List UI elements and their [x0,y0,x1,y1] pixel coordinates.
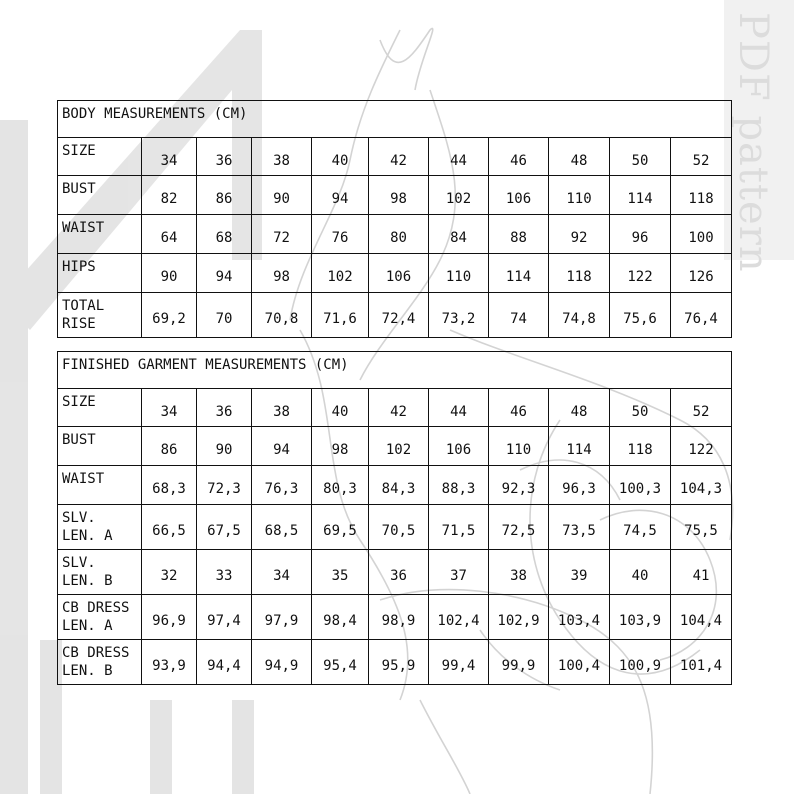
table-cell: 69,5 [312,505,369,550]
table-row [58,505,732,550]
table-cell: 42 [369,138,429,176]
table-row [58,550,732,595]
garment-table-title: FINISHED GARMENT MEASUREMENTS (CM) [58,352,732,389]
table-row [58,215,732,254]
table-row [58,427,732,466]
row-label: SLV. LEN. B [58,550,142,595]
table-cell: 75,6 [610,293,671,338]
row-label: TOTAL RISE [58,293,142,338]
table-row [58,138,732,176]
table-cell: 106 [429,427,489,466]
table-cell: 76,4 [671,293,732,338]
table-cell: 95,9 [369,640,429,685]
table-cell: 72,3 [197,466,252,505]
table-cell: 98 [252,254,312,293]
table-row [58,389,732,427]
table-cell: 67,5 [197,505,252,550]
table-cell: 48 [549,389,610,427]
table-cell: 97,9 [252,595,312,640]
table-cell: 110 [429,254,489,293]
table-cell: 88 [489,215,549,254]
table-cell: 118 [671,176,732,215]
table-cell: 100,9 [610,640,671,685]
table-cell: 114 [549,427,610,466]
table-cell: 86 [197,176,252,215]
table-cell: 100,3 [610,466,671,505]
table-cell: 94 [197,254,252,293]
table-cell: 114 [610,176,671,215]
table-cell: 106 [369,254,429,293]
table-cell: 100 [671,215,732,254]
table-cell: 82 [142,176,197,215]
table-cell: 68,3 [142,466,197,505]
table-row [58,640,732,685]
table-cell: 102,9 [489,595,549,640]
table-cell: 118 [549,254,610,293]
table-cell: 70 [197,293,252,338]
table-cell: 104,4 [671,595,732,640]
table-cell: 74,8 [549,293,610,338]
table-row [58,466,732,505]
table-cell: 38 [252,389,312,427]
table-cell: 114 [489,254,549,293]
table-cell: 37 [429,550,489,595]
table-cell: 98,9 [369,595,429,640]
table-cell: 96,3 [549,466,610,505]
row-label: BUST [58,427,142,466]
table-cell: 90 [252,176,312,215]
table-cell: 110 [549,176,610,215]
table-cell: 34 [252,550,312,595]
table-cell: 92 [549,215,610,254]
table-cell: 70,8 [252,293,312,338]
table-cell: 36 [369,550,429,595]
table-cell: 122 [671,427,732,466]
table-cell: 46 [489,389,549,427]
table-cell: 64 [142,215,197,254]
row-label: HIPS [58,254,142,293]
table-cell: 98 [369,176,429,215]
table-cell: 44 [429,138,489,176]
table-cell: 96 [610,215,671,254]
table-cell: 84 [429,215,489,254]
table-cell: 72 [252,215,312,254]
garment-measurements-table [57,351,732,685]
table-cell: 76 [312,215,369,254]
table-cell: 110 [489,427,549,466]
table-cell: 98,4 [312,595,369,640]
table-cell: 98 [312,427,369,466]
table-cell: 44 [429,389,489,427]
table-cell: 97,4 [197,595,252,640]
table-cell: 103,9 [610,595,671,640]
row-label: SLV. LEN. A [58,505,142,550]
body-measurements-table [57,100,732,338]
row-label: BUST [58,176,142,215]
table-cell: 52 [671,138,732,176]
table-cell: 68,5 [252,505,312,550]
table-cell: 35 [312,550,369,595]
table-cell: 126 [671,254,732,293]
row-label: SIZE [58,138,142,176]
table-cell: 72,4 [369,293,429,338]
table-cell: 95,4 [312,640,369,685]
row-label: SIZE [58,389,142,427]
table-cell: 42 [369,389,429,427]
table-cell: 71,6 [312,293,369,338]
table-row [58,176,732,215]
table-cell: 52 [671,389,732,427]
table-cell: 102,4 [429,595,489,640]
table-cell: 103,4 [549,595,610,640]
table-cell: 88,3 [429,466,489,505]
table-cell: 40 [312,389,369,427]
vertical-side-title [724,0,794,273]
table-cell: 84,3 [369,466,429,505]
side-title-text: PDF pattern [730,12,776,273]
table-cell: 74 [489,293,549,338]
table-cell: 94,9 [252,640,312,685]
table-cell: 40 [312,138,369,176]
table-row [58,254,732,293]
table-cell: 41 [671,550,732,595]
table-cell: 68 [197,215,252,254]
table-cell: 32 [142,550,197,595]
table-cell: 92,3 [489,466,549,505]
table-cell: 94 [312,176,369,215]
row-label: CB DRESS LEN. A [58,595,142,640]
table-cell: 40 [610,550,671,595]
table-cell: 38 [489,550,549,595]
table-cell: 34 [142,138,197,176]
table-cell: 71,5 [429,505,489,550]
table-cell: 102 [312,254,369,293]
row-label: WAIST [58,466,142,505]
table-cell: 66,5 [142,505,197,550]
table-cell: 94 [252,427,312,466]
table-cell: 90 [197,427,252,466]
table-cell: 36 [197,138,252,176]
table-cell: 76,3 [252,466,312,505]
table-cell: 80 [369,215,429,254]
table-cell: 99,9 [489,640,549,685]
table-cell: 101,4 [671,640,732,685]
table-cell: 72,5 [489,505,549,550]
table-cell: 94,4 [197,640,252,685]
table-cell: 33 [197,550,252,595]
table-cell: 102 [369,427,429,466]
table-cell: 122 [610,254,671,293]
table-cell: 86 [142,427,197,466]
table-cell: 70,5 [369,505,429,550]
table-cell: 104,3 [671,466,732,505]
table-row [58,595,732,640]
table-cell: 102 [429,176,489,215]
table-cell: 96,9 [142,595,197,640]
table-cell: 90 [142,254,197,293]
table-row [58,293,732,338]
table-cell: 73,5 [549,505,610,550]
table-cell: 99,4 [429,640,489,685]
table-cell: 50 [610,138,671,176]
table-cell: 39 [549,550,610,595]
table-cell: 100,4 [549,640,610,685]
row-label: CB DRESS LEN. B [58,640,142,685]
table-cell: 38 [252,138,312,176]
table-cell: 75,5 [671,505,732,550]
table-cell: 34 [142,389,197,427]
table-cell: 46 [489,138,549,176]
table-cell: 106 [489,176,549,215]
table-cell: 69,2 [142,293,197,338]
table-cell: 50 [610,389,671,427]
body-table-title: BODY MEASUREMENTS (CM) [58,101,732,138]
table-cell: 36 [197,389,252,427]
table-cell: 73,2 [429,293,489,338]
row-label: WAIST [58,215,142,254]
table-cell: 74,5 [610,505,671,550]
table-cell: 93,9 [142,640,197,685]
table-cell: 48 [549,138,610,176]
table-cell: 80,3 [312,466,369,505]
table-cell: 118 [610,427,671,466]
